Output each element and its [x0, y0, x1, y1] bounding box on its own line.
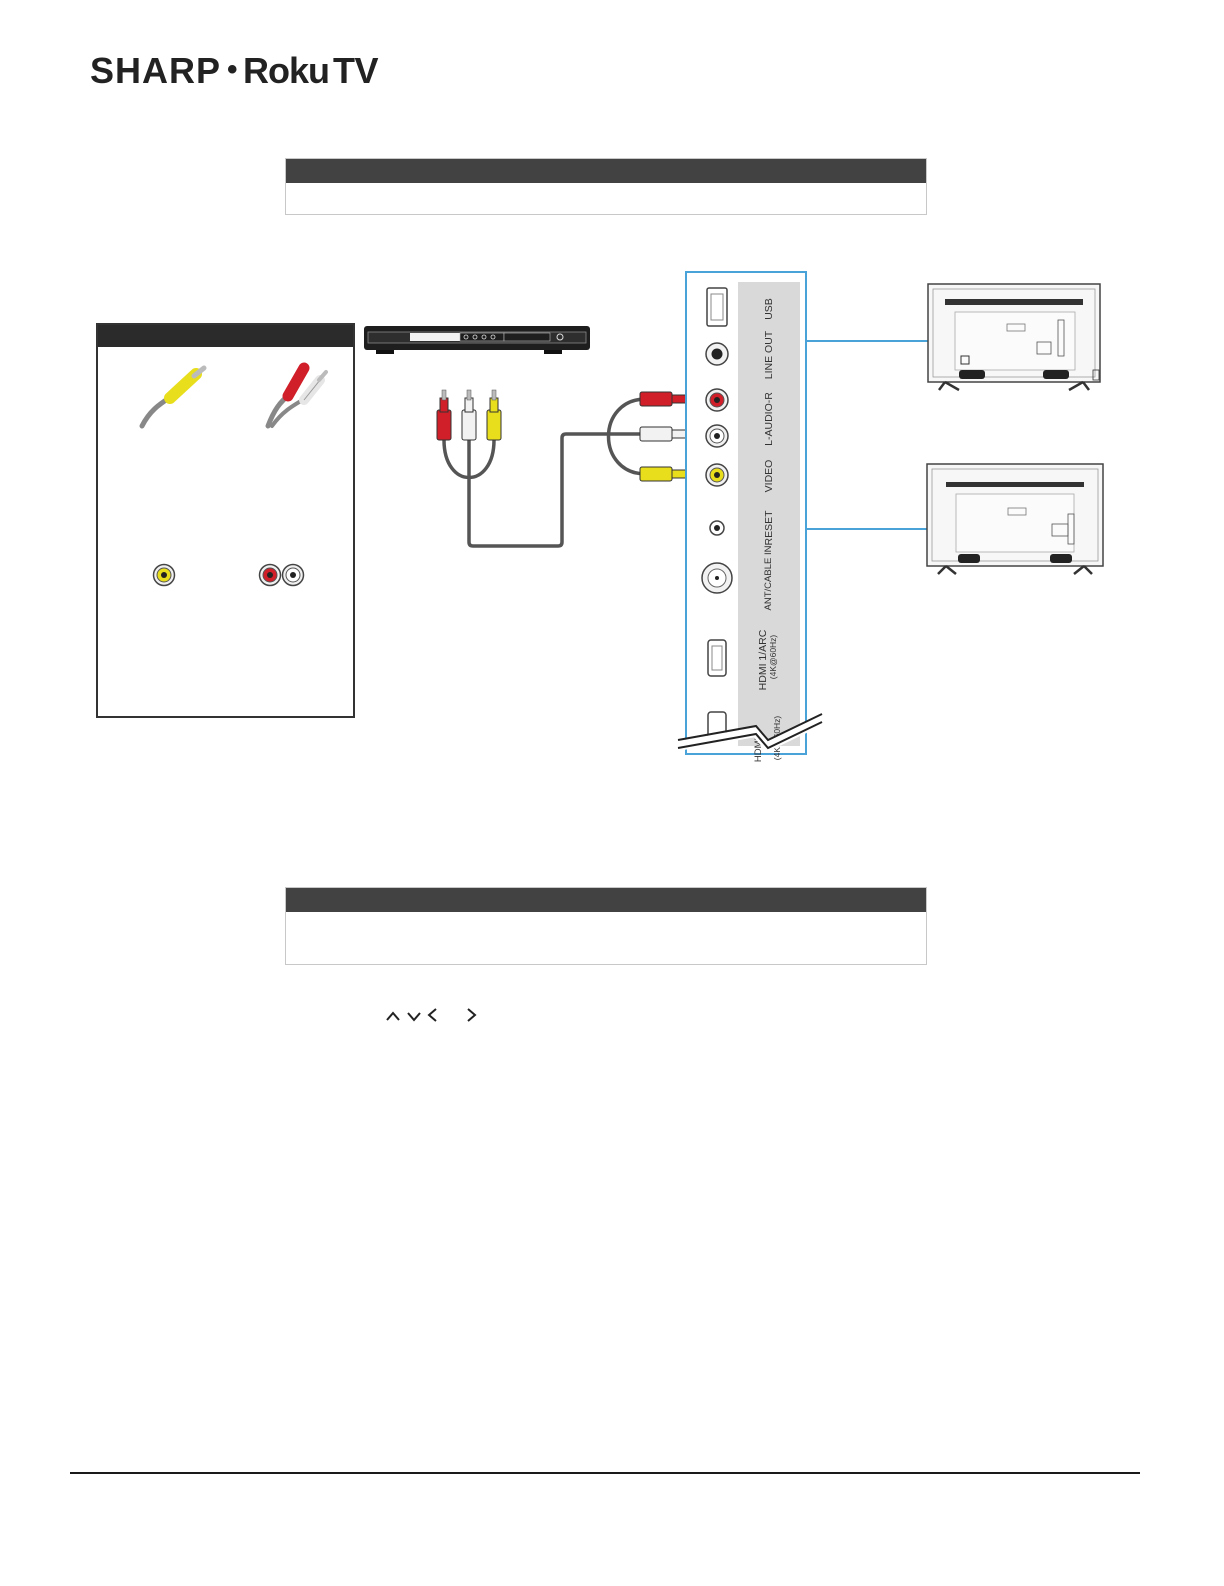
panel-break-line [676, 712, 824, 752]
dvd-player-illustration [362, 322, 594, 356]
port-label-line-out: LINE OUT [763, 330, 775, 380]
brand-roku: Roku [243, 50, 330, 91]
composite-cable-icon [130, 360, 220, 432]
note-box-top-header [286, 159, 926, 183]
port-label-usb: USB [763, 298, 775, 320]
av-cable-connection [420, 380, 710, 560]
tv-rear-view-2 [924, 462, 1106, 578]
brand-logo [90, 50, 378, 94]
audio-cable-icon [258, 358, 348, 432]
note-box-bottom [285, 887, 927, 965]
footer-rule [70, 1472, 1140, 1474]
tv-rear-view-1 [925, 282, 1103, 394]
tv-ports [695, 282, 739, 746]
port-label-hdmi1: HDMI 1/ARC [757, 629, 769, 691]
port-label-audio: L-AUDIO-R [763, 392, 775, 446]
brand-dot: • [227, 53, 238, 86]
brand-tv: TV [333, 50, 379, 91]
video-jack-icon [152, 563, 176, 587]
port-label-video: VIDEO [763, 459, 775, 493]
port-label-antenna: ANT/CABLE IN [763, 545, 774, 611]
note-box-bottom-header [286, 888, 926, 912]
audio-jacks-icon [258, 563, 306, 587]
remote-arrow-keys [384, 1004, 480, 1034]
arrow-glyphs-icon [384, 1004, 480, 1028]
note-box-top [285, 158, 927, 215]
port-label-hdmi1-sub: (4K@60Hz) [768, 634, 778, 680]
brand-sharp: SHARP [90, 50, 222, 91]
port-label-reset: RESET [763, 510, 775, 546]
cable-types-header [98, 325, 353, 347]
port-label-hdmi2: HDMI 2 [753, 729, 764, 763]
port-label-hdmi2-sub: (4K@60Hz) [772, 715, 782, 761]
